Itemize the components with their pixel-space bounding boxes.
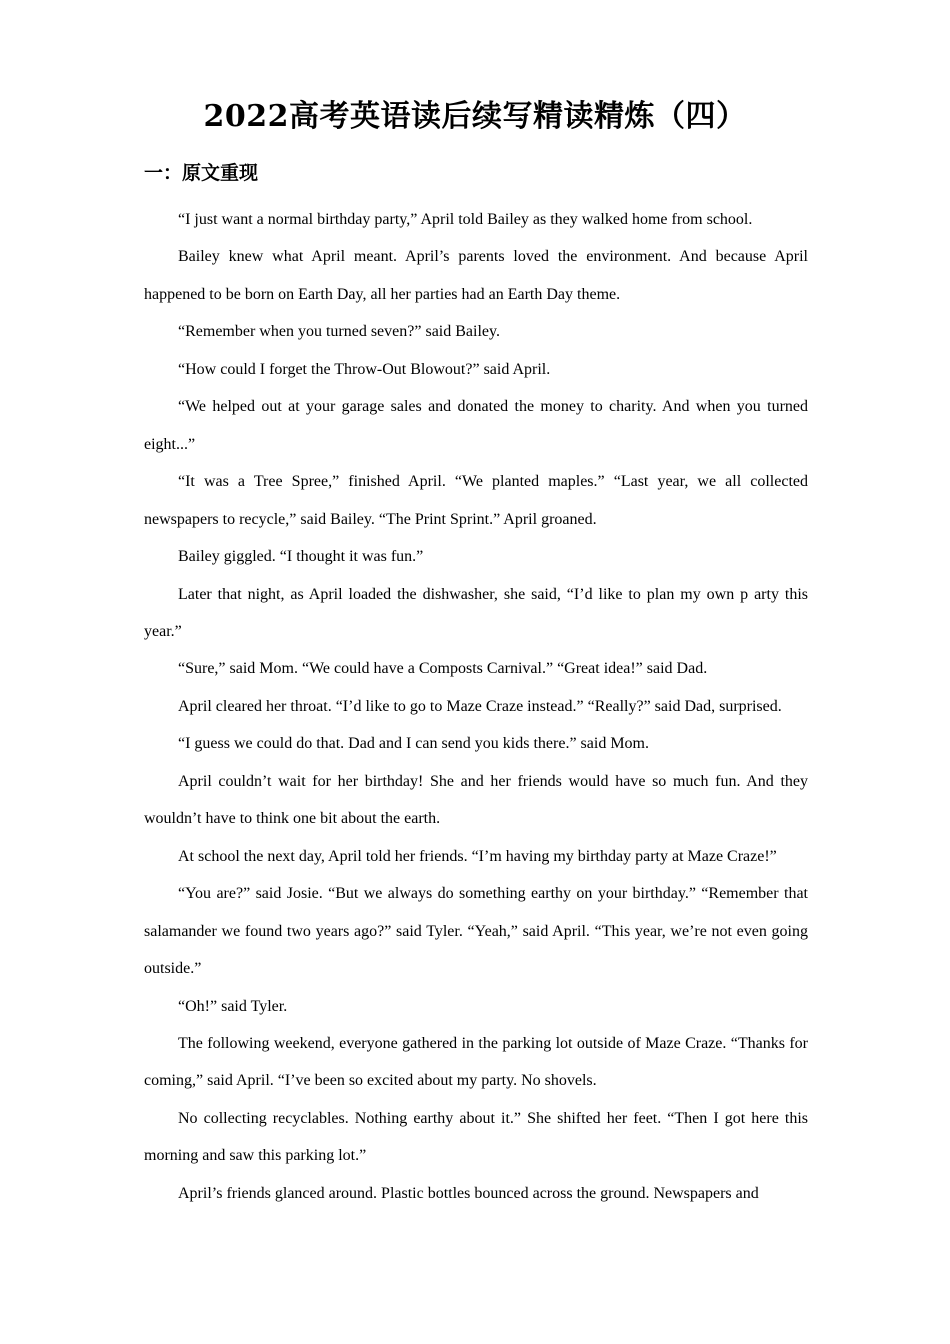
- paragraph: Bailey giggled. “I thought it was fun.”: [178, 548, 424, 566]
- paragraph: “You are?” said Josie. “But we always do something earthy on your birthday.” “Remember that salamander we found two years ago?” said Tyler. “Yeah,” said April. “This year, we’re not even going outside.”: [144, 885, 808, 978]
- paragraph: April’s friends glanced around. Plastic bottles bounced across the ground. Newspapers and: [178, 1184, 759, 1202]
- paragraph: Later that night, as April loaded the dishwasher, she said, “I’d like to plan my own p arty this year.”: [144, 585, 808, 640]
- paragraph: The following weekend, everyone gathered in the parking lot outside of Maze Craze. “Thanks for coming,” said April. “I’ve been so excited about my party. No shovels.: [144, 1034, 808, 1090]
- paragraph: “I just want a normal birthday party,” April told Bailey as they walked home from school.: [178, 211, 753, 228]
- paragraph: No collecting recyclables. Nothing earthy about it.” She shifted her feet. “Then I got here this morning and saw this parking lot.”: [144, 1109, 808, 1165]
- paragraph: April cleared her throat. “I’d like to go to Maze Craze instead.” “Really?” said Dad, surprised.: [178, 697, 782, 715]
- paragraph: “Remember when you turned seven?” said Bailey.: [178, 323, 500, 341]
- paragraph: “I guess we could do that. Dad and I can send you kids there.” said Mom.: [178, 735, 649, 753]
- paragraph: “Sure,” said Mom. “We could have a Composts Carnival.” “Great idea!” said Dad.: [178, 660, 708, 678]
- paragraph: “How could I forget the Throw-Out Blowout?” said April.: [178, 360, 551, 378]
- paragraph: “Oh!” said Tyler.: [178, 997, 288, 1015]
- section-heading: 一：原文重现: [144, 162, 259, 184]
- paragraph: April couldn’t wait for her birthday! She and her friends would have so much fun. And they wouldn’t have to think one bit about the earth.: [144, 772, 808, 828]
- article-body: [144, 201, 808, 1212]
- document-title: 2022高考英语读后续写精读精炼（四）: [203, 99, 747, 134]
- paragraph: “It was a Tree Spree,” finished April. “We planted maples.” “Last year, we all collected newspapers to recycle,” said Bailey. “The Print Sprint.” April groaned.: [144, 473, 808, 528]
- paragraph: “We helped out at your garage sales and donated the money to charity. And when you turned eight...”: [144, 398, 808, 453]
- paragraph: Bailey knew what April meant. April’s parents loved the environment. And because April happened to be born on Earth Day, all her parties had an Earth Day theme.: [144, 248, 808, 303]
- paragraph: At school the next day, April told her friends. “I’m having my birthday party at Maze Craze!”: [178, 847, 777, 865]
